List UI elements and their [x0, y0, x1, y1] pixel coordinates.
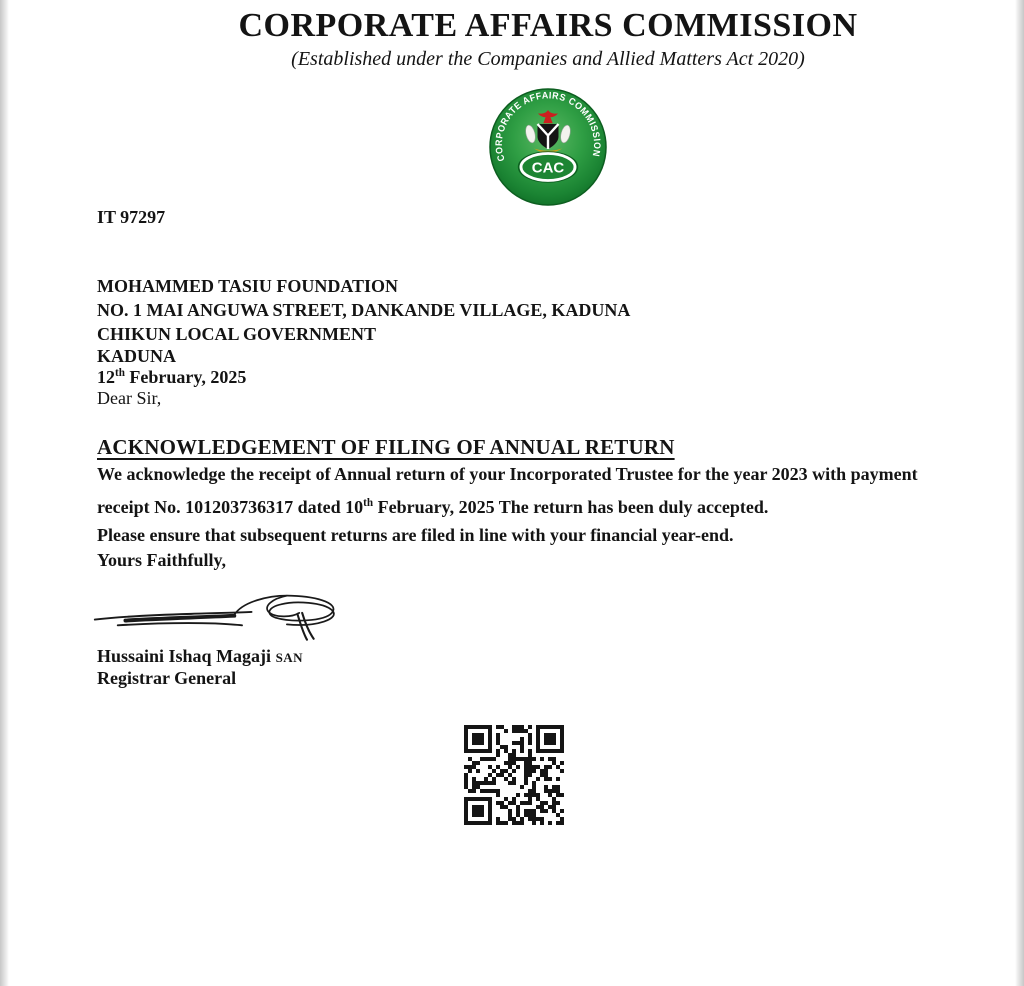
page-right-edge — [1015, 0, 1024, 986]
paragraph1-before: We acknowledge the receipt of Annual return of your Incorporated Trustee for the year 2023 with payment receipt No. 101203736317 dated 10 — [97, 464, 918, 517]
cac-logo — [36, 87, 1024, 207]
paragraph1-after: February, 2025 The return has been duly accepted. — [373, 496, 769, 517]
commission-subtitle: (Established under the Companies and Allied Matters Act 2020) — [291, 48, 805, 70]
date-ordinal: th — [115, 367, 125, 379]
recipient-address — [97, 274, 930, 346]
salutation: Dear Sir, — [97, 388, 162, 408]
signatory-suffix: SAN — [275, 649, 304, 665]
recipient-city: KADUNA — [97, 346, 176, 366]
letter-date — [97, 367, 930, 388]
signatory-role: Registrar General — [97, 667, 237, 688]
logo-ring-text: CORPORATE AFFAIRS COMMISSION — [493, 90, 603, 163]
cac-badge — [519, 152, 578, 182]
cac-badge-label: CAC — [531, 159, 565, 177]
recipient-lga: CHIKUN LOCAL GOVERNMENT — [97, 324, 377, 344]
qr-code — [97, 725, 930, 830]
closing: Yours Faithfully, — [97, 549, 227, 570]
date-day: 12 — [97, 367, 115, 387]
body-paragraph-1 — [97, 460, 930, 521]
date-rest: February, 2025 — [124, 367, 247, 387]
commission-title: CORPORATE AFFAIRS COMMISSION — [238, 7, 858, 44]
body-paragraph-2: Please ensure that subsequent returns are filed in line with your financial year-end. — [97, 525, 734, 545]
cac-logo-emblem — [488, 87, 608, 207]
recipient-street: NO. 1 MAI ANGUWA STREET, DANKANDE VILLAGE, KADUNA — [97, 300, 631, 320]
reference-number: IT 97297 — [97, 207, 166, 227]
paragraph1-ordinal: th — [363, 496, 374, 509]
recipient-name: MOHAMMED TASIU FOUNDATION — [97, 276, 398, 296]
subject-line: ACKNOWLEDGEMENT OF FILING OF ANNUAL RETURN — [97, 435, 675, 459]
page-left-edge — [0, 0, 9, 986]
signature-scribble — [91, 581, 930, 646]
letter-body — [0, 207, 1024, 830]
letterhead — [36, 0, 1024, 207]
signatory-name — [97, 646, 930, 668]
signatory-name-text: Hussaini Ishaq Magaji — [97, 645, 272, 666]
